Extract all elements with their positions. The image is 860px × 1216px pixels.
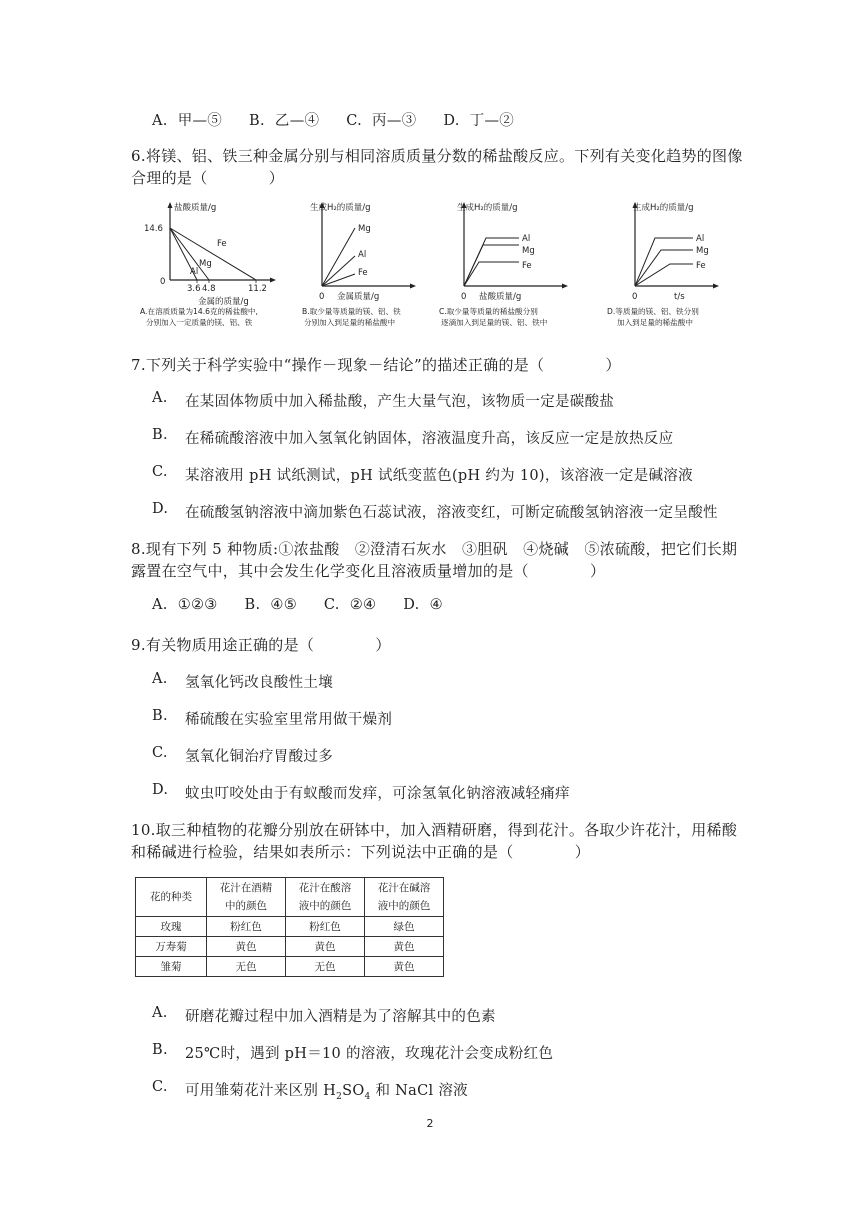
- table-cell: 万寿菊: [136, 937, 207, 957]
- q8-option-a: A. ①②③: [152, 597, 218, 613]
- graph-c-caption-1: C.取少量等质量的稀盐酸分别: [439, 307, 538, 316]
- graph-d: [595, 198, 735, 333]
- table-row: [136, 937, 444, 957]
- q10-stem-line1: 10.取三种植物的花瓣分别放在研钵中，加入酒精研磨，得到花汁。各取少许花汁，用稀酸: [131, 821, 738, 839]
- q10-stem-line2: 和稀碱进行检验，结果如表所示：下列说法中正确的是（ ）: [131, 843, 591, 861]
- graph-c-caption-2: 逐滴加入到足量的镁、铝、铁中: [441, 318, 548, 327]
- graph-d-caption-1: D.等质量的镁、铝、铁分别: [607, 307, 699, 316]
- q5-option-c: C. 丙—③: [346, 113, 417, 129]
- graph-a-xlabel: 金属的质量/g: [198, 297, 249, 307]
- table-cell: 黄色: [365, 937, 444, 957]
- table-cell: 粉红色: [286, 917, 365, 937]
- graph-b-caption-2: 分别加入到足量的稀盐酸中: [304, 318, 396, 327]
- flower-color-table: [135, 877, 444, 977]
- graph-a-caption-1: A.在溶质质量为14.6克的稀盐酸中,: [140, 307, 258, 316]
- q7-stem: 7.下列关于科学实验中“操作－现象－结论”的描述正确的是（ ）: [131, 356, 621, 374]
- table-cell: 粉红色: [207, 917, 286, 937]
- graph-d-xlabel: t/s: [674, 292, 685, 302]
- q5-options: [152, 109, 536, 130]
- graph-c-origin: 0: [461, 292, 467, 302]
- q6-stem-line2: 合理的是（ ）: [131, 169, 285, 187]
- q8-stem-line2: 露置在空气中，其中会发生化学变化且溶液质量增加的是（ ）: [131, 562, 606, 580]
- table-cell: 无色: [207, 957, 286, 977]
- graph-b-series-mg: Mg: [358, 224, 371, 234]
- graph-b-series-al: Al: [358, 250, 367, 260]
- graph-a-xtick-2: 4.8: [202, 284, 216, 294]
- q8-option-c: C. ②④: [323, 597, 377, 613]
- graph-c-ylabel: 生成H₂的质量/g: [457, 203, 518, 213]
- graph-c-series-al: Al: [522, 234, 531, 244]
- table-cell: 绿色: [365, 917, 444, 937]
- graph-a-ytick: 14.6: [144, 224, 163, 234]
- graph-b-caption-1: B.取少量等质量的镁、铝、铁: [302, 307, 401, 316]
- table-cell: 玫瑰: [136, 917, 207, 937]
- graph-a-xtick-3: 11.2: [248, 284, 267, 294]
- graph-d-series-mg: Mg: [696, 246, 709, 256]
- table-cell: 雏菊: [136, 957, 207, 977]
- graph-b-xlabel: 金属质量/g: [337, 292, 380, 302]
- graph-b-series-fe: Fe: [358, 268, 368, 278]
- graph-c-series-mg: Mg: [522, 246, 535, 256]
- graph-a-xtick-1: 3.6: [187, 284, 201, 294]
- graph-c: [433, 198, 573, 333]
- graph-a-origin: 0: [160, 277, 166, 287]
- table-row: [136, 917, 444, 937]
- graph-a: [140, 198, 280, 333]
- graph-c-xlabel: 盐酸质量/g: [479, 292, 522, 302]
- graph-a-series-fe: Fe: [217, 239, 227, 249]
- graph-b-ylabel: 生成H₂的质量/g: [310, 203, 371, 213]
- q8-stem-line1: 8.现有下列 5 种物质:①浓盐酸 ②澄清石灰水 ③胆矾 ④烧碱 ⑤浓硫酸，把它们长期: [131, 540, 738, 558]
- q6-stem-line1: 6.将镁、铝、铁三种金属分别与相同溶质质量分数的稀盐酸反应。下列有关变化趋势的图像: [131, 147, 743, 165]
- table-row: [136, 957, 444, 977]
- q9-stem: 9.有关物质用途正确的是（ ）: [131, 636, 391, 654]
- q5-option-d: D. 丁—②: [443, 113, 515, 129]
- graph-d-ylabel: 生成H₂的质量/g: [633, 203, 694, 213]
- table-header-row: [136, 878, 444, 917]
- q8-option-b: B. ④⑤: [244, 597, 297, 613]
- table-cell: 无色: [286, 957, 365, 977]
- graph-b: [290, 198, 430, 333]
- table-header-cell: 花汁在酒精 中的颜色: [207, 878, 286, 917]
- q8-option-d: D. ④: [403, 597, 443, 613]
- graph-a-series-al: Al: [190, 267, 199, 277]
- graph-c-series-fe: Fe: [522, 261, 532, 271]
- graph-d-origin: 0: [632, 292, 638, 302]
- graph-a-caption-2: 分别加入一定质量的镁、铝、铁: [146, 318, 253, 327]
- table-cell: 黄色: [207, 937, 286, 957]
- table-header-cell: 花汁在酸溶 液中的颜色: [286, 878, 365, 917]
- q5-option-a: A. 甲—⑤: [152, 113, 223, 129]
- graph-d-series-fe: Fe: [696, 261, 706, 271]
- q6-graphs: [140, 198, 740, 333]
- table-cell: 黄色: [286, 937, 365, 957]
- q5-option-b: B. 乙—④: [249, 113, 320, 129]
- page-number: 2: [426, 1117, 434, 1130]
- graph-a-ylabel: 盐酸质量/g: [174, 203, 217, 213]
- table-cell: 黄色: [365, 957, 444, 977]
- graph-a-series-mg: Mg: [199, 259, 212, 269]
- graph-b-origin: 0: [319, 292, 325, 302]
- table-header-cell: 花的种类: [136, 878, 207, 917]
- q8-options: [152, 597, 465, 613]
- table-header-cell: 花汁在碱溶 液中的颜色: [365, 878, 444, 917]
- graph-d-caption-2: 加入到足量的稀盐酸中: [617, 318, 693, 327]
- graph-d-series-al: Al: [696, 234, 705, 244]
